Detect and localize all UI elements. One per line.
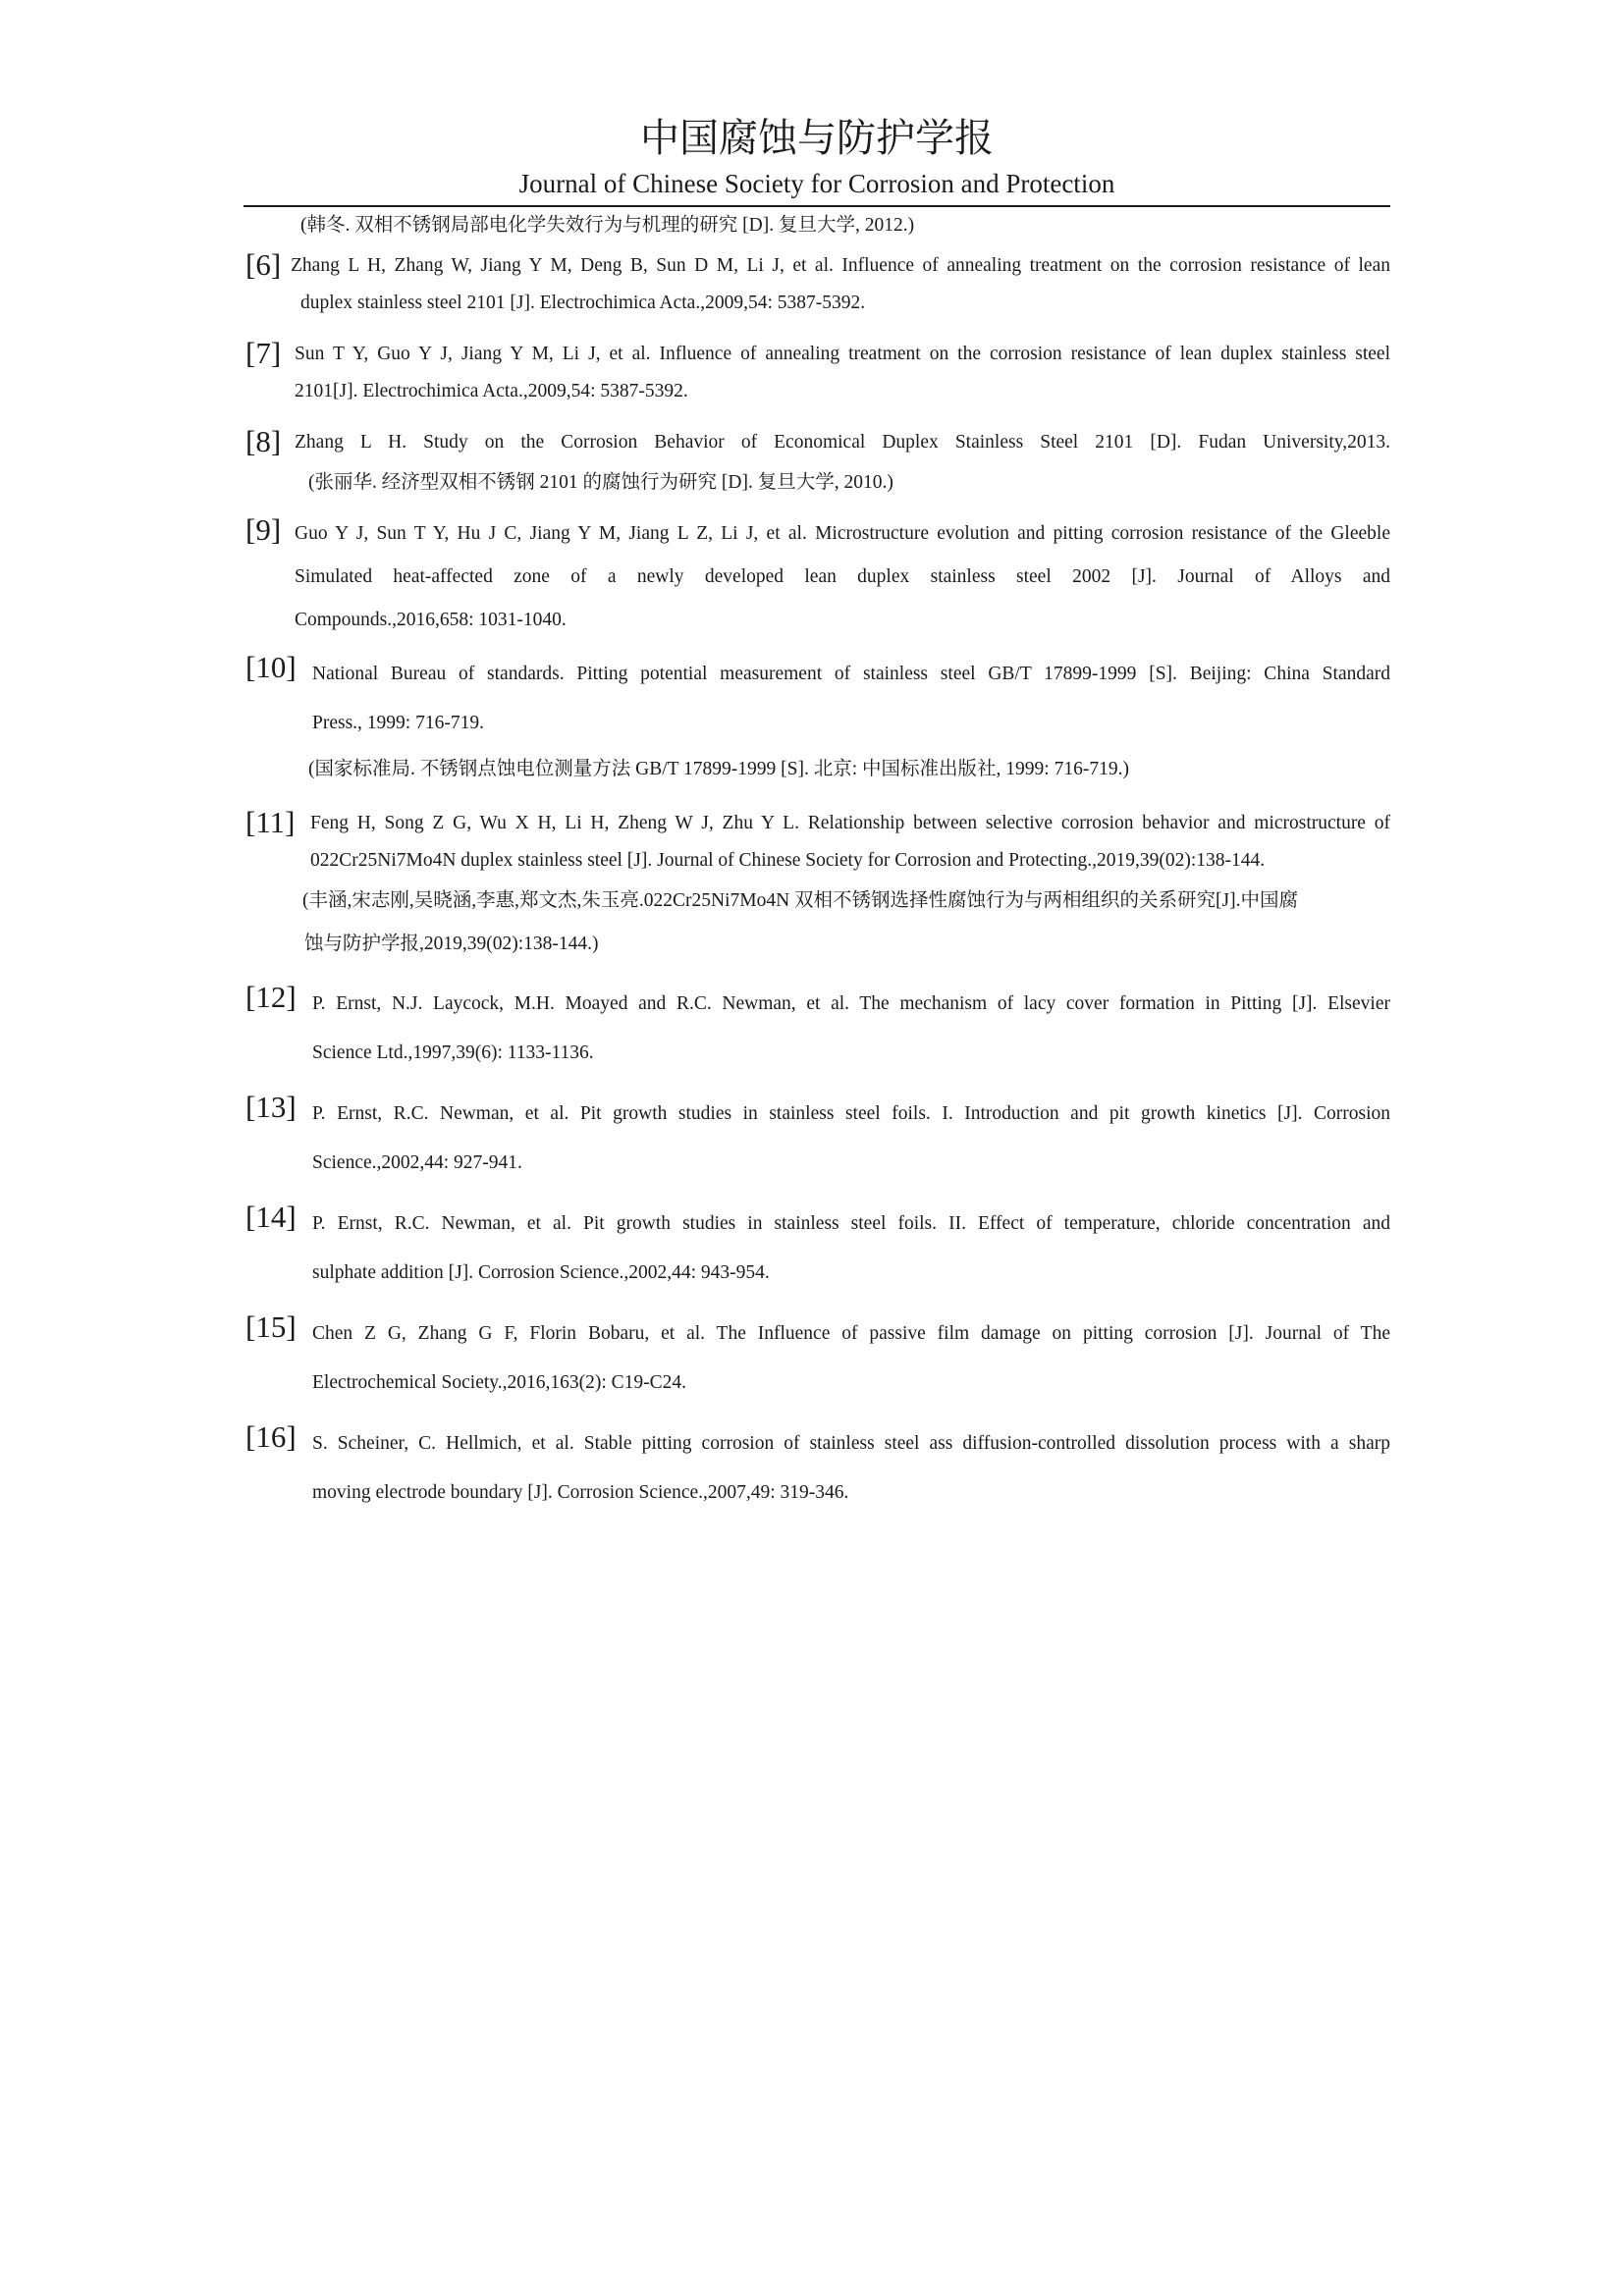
journal-title-en: Journal of Chinese Society for Corrosion and Protection bbox=[518, 169, 1115, 198]
reference-continuation-cn: (韩冬. 双相不锈钢局部电化学失效行为与机理的研究 [D]. 复旦大学, 2012.) bbox=[300, 215, 915, 236]
reference-number: [11] bbox=[245, 805, 296, 839]
reference-line: Compounds.,2016,658: 1031-1040. bbox=[295, 610, 567, 630]
reference-translation-cn: (国家标准局. 不锈钢点蚀电位测量方法 GB/T 17899-1999 [S]. 北京: 中国标准出版社, 1999: 716-719.) bbox=[308, 759, 1129, 779]
reference-line: Guo Y J, Sun T Y, Hu J C, Jiang Y M, Jiang L Z, Li J, et al. Microstructure evolution and pitting corrosion resistance of the Gleeble bbox=[295, 523, 1390, 544]
reference-item bbox=[243, 805, 1390, 966]
reference-item bbox=[243, 1309, 1390, 1408]
reference-number: [7] bbox=[245, 336, 282, 370]
reference-item bbox=[243, 650, 1390, 791]
reference-translation-cn: (丰涵,宋志刚,吴晓涵,李惠,郑文杰,朱玉亮.022Cr25Ni7Mo4N 双相不锈钢选择性腐蚀行为与两相组织的关系研究[J].中国腐 bbox=[302, 890, 1298, 911]
reference-item bbox=[243, 512, 1390, 642]
reference-line: Zhang L H. Study on the Corrosion Behavior of Economical Duplex Stainless Steel 2101 [D]. Fudan University,2013. bbox=[295, 432, 1390, 453]
reference-line: Simulated heat-affected zone of a newly developed lean duplex stainless steel 2002 [J]. Journal of Alloys and bbox=[295, 566, 1390, 587]
reference-line: P. Ernst, R.C. Newman, et al. Pit growth studies in stainless steel foils. I. Introduction and pit growth kinetics [J]. Corrosion bbox=[312, 1103, 1390, 1124]
reference-text bbox=[243, 512, 1390, 642]
reference-line: Chen Z G, Zhang G F, Florin Bobaru, et al. The Influence of passive film damage on pitting corrosion [J]. Journal of The bbox=[312, 1323, 1390, 1344]
reference-text bbox=[243, 424, 1390, 461]
reference-line: Zhang L H, Zhang W, Jiang Y M, Deng B, Sun D M, Li J, et al. Influence of annealing treatment on the corrosion resistance of lean bbox=[291, 255, 1390, 276]
reference-line: Science.,2002,44: 927-941. bbox=[312, 1152, 522, 1173]
reference-line: duplex stainless steel 2101 [J]. Electrochimica Acta.,2009,54: 5387-5392. bbox=[300, 293, 866, 313]
reference-text bbox=[243, 980, 1390, 1078]
reference-number: [8] bbox=[245, 424, 282, 458]
journal-header bbox=[243, 110, 1390, 200]
reference-list bbox=[243, 208, 1390, 1529]
reference-line: Science Ltd.,1997,39(6): 1133-1136. bbox=[312, 1042, 594, 1063]
reference-number: [9] bbox=[245, 512, 282, 547]
reference-line: Feng H, Song Z G, Wu X H, Li H, Zheng W J, Zhu Y L. Relationship between selective corrosion behavior and microstructure of bbox=[310, 813, 1390, 833]
reference-item bbox=[243, 980, 1390, 1078]
reference-text bbox=[243, 1419, 1390, 1518]
reference-item bbox=[243, 424, 1390, 505]
reference-number: [14] bbox=[245, 1200, 297, 1234]
reference-line: National Bureau of standards. Pitting potential measurement of stainless steel GB/T 17899-1999 [S]. Beijing: China Standard bbox=[312, 664, 1390, 684]
header-divider bbox=[243, 205, 1390, 207]
reference-item bbox=[243, 1419, 1390, 1518]
reference-line: Press., 1999: 716-719. bbox=[312, 713, 484, 733]
reference-translation-cn: 蚀与防护学报,2019,39(02):138-144.) bbox=[304, 934, 599, 954]
reference-item bbox=[243, 1200, 1390, 1298]
reference-item bbox=[243, 1090, 1390, 1188]
reference-line: moving electrode boundary [J]. Corrosion Science.,2007,49: 319-346. bbox=[312, 1482, 849, 1503]
reference-line: sulphate addition [J]. Corrosion Science.,2002,44: 943-954. bbox=[312, 1262, 770, 1283]
reference-number: [13] bbox=[245, 1090, 297, 1124]
reference-line: 022Cr25Ni7Mo4N duplex stainless steel [J]. Journal of Chinese Society for Corrosion and Protecting.,2019,39(02):138-144. bbox=[310, 850, 1266, 871]
reference-text bbox=[243, 1200, 1390, 1298]
journal-title-cn: 中国腐蚀与防护学报 bbox=[640, 116, 994, 161]
reference-text bbox=[243, 1090, 1390, 1188]
reference-line: S. Scheiner, C. Hellmich, et al. Stable pitting corrosion of stainless steel ass diffusion-controlled dissolution process with a sharp bbox=[312, 1433, 1390, 1454]
reference-text bbox=[243, 336, 1390, 410]
reference-items bbox=[243, 247, 1390, 1518]
reference-text bbox=[243, 650, 1390, 748]
reference-line: P. Ernst, R.C. Newman, et al. Pit growth studies in stainless steel foils. II. Effect of temperature, chloride concentration and bbox=[312, 1213, 1390, 1234]
reference-number: [10] bbox=[245, 650, 297, 684]
reference-line: P. Ernst, N.J. Laycock, M.H. Moayed and R.C. Newman, et al. The mechanism of lacy cover formation in Pitting [J]. Elsevier bbox=[312, 993, 1390, 1014]
reference-item bbox=[243, 247, 1390, 322]
reference-text bbox=[243, 247, 1390, 322]
reference-line: Sun T Y, Guo Y J, Jiang Y M, Li J, et al. Influence of annealing treatment on the corrosion resistance of lean duplex stainless steel bbox=[295, 344, 1390, 364]
reference-line: 2101[J]. Electrochimica Acta.,2009,54: 5387-5392. bbox=[295, 381, 688, 401]
reference-number: [16] bbox=[245, 1419, 297, 1454]
reference-translation-cn: (张丽华. 经济型双相不锈钢 2101 的腐蚀行为研究 [D]. 复旦大学, 2010.) bbox=[308, 472, 893, 493]
reference-text bbox=[243, 1309, 1390, 1408]
reference-number: [15] bbox=[245, 1309, 297, 1344]
reference-number: [12] bbox=[245, 980, 297, 1014]
reference-line: Electrochemical Society.,2016,163(2): C19-C24. bbox=[312, 1372, 687, 1393]
reference-number: [6] bbox=[245, 247, 282, 282]
reference-item bbox=[243, 336, 1390, 410]
reference-text bbox=[243, 805, 1390, 880]
